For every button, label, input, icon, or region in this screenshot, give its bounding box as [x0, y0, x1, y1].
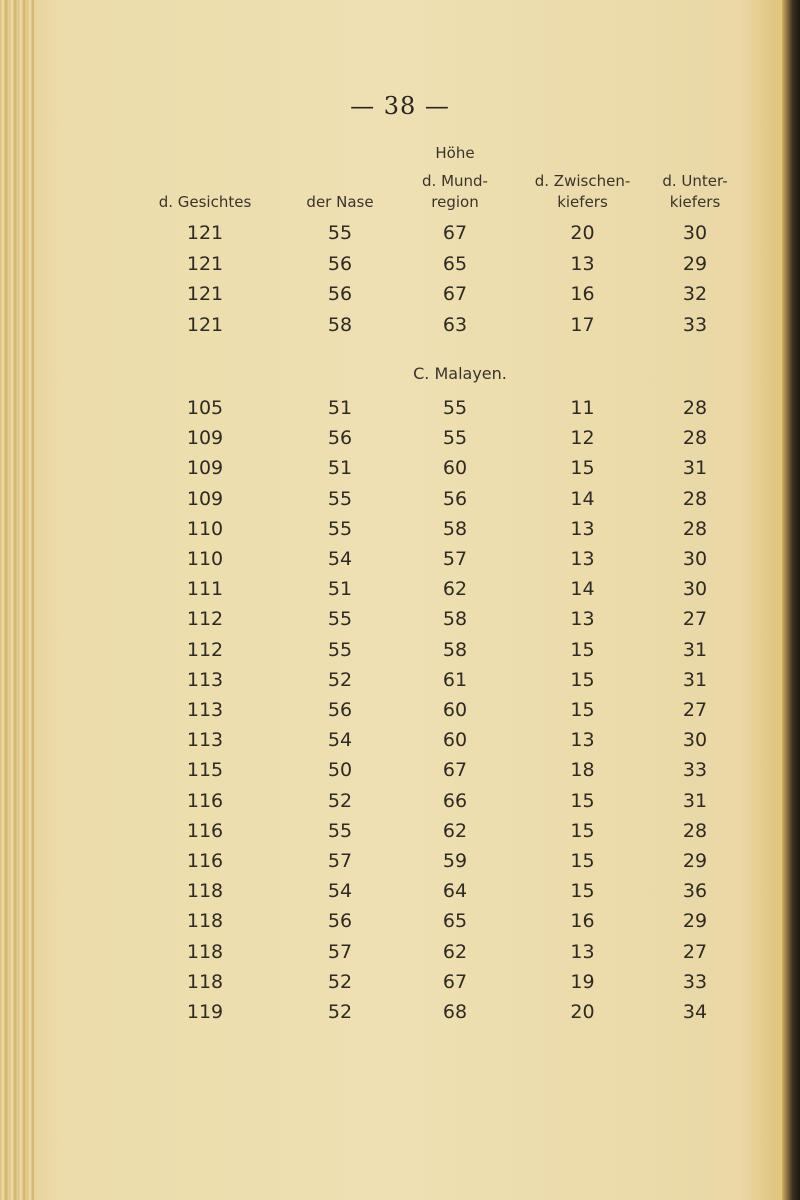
table-row: [0, 694, 800, 726]
table-cell: 28: [682, 397, 708, 419]
table-cell: 15: [570, 457, 595, 480]
table-cell: 63: [442, 313, 468, 336]
table-cell: 57: [442, 548, 468, 570]
table-cell: 34: [682, 1001, 708, 1023]
table-cell: 105: [186, 397, 224, 419]
table-cell: 56: [327, 283, 353, 305]
table-cell: 30: [682, 729, 708, 752]
table-cell: 118: [186, 970, 224, 993]
table-cell: 109: [186, 427, 224, 450]
table-cell: 68: [442, 1001, 468, 1023]
table-cell: 30: [682, 548, 708, 570]
table-cell: 13: [570, 252, 595, 275]
table-row: [0, 905, 800, 937]
table-cell: 121: [186, 283, 224, 305]
table-cell: 55: [327, 638, 353, 661]
table-cell: 28: [682, 819, 708, 842]
table-row: [0, 483, 800, 515]
table-cell: 109: [186, 487, 224, 510]
table-cell: 20: [570, 222, 595, 244]
table-cell: 50: [327, 759, 353, 782]
table-cell: 28: [682, 517, 708, 540]
table-cell: 33: [682, 313, 708, 336]
table-cell: 27: [682, 608, 708, 631]
table-cell: 55: [327, 819, 353, 842]
table-cell: 55: [442, 397, 468, 419]
table-cell: 15: [570, 850, 595, 872]
table-cell: 15: [570, 789, 595, 812]
table-cell: 52: [327, 1001, 353, 1023]
table-cell: 65: [442, 252, 468, 275]
table-cell: 16: [570, 910, 595, 933]
table-cell: 14: [570, 487, 595, 510]
table-cell: 30: [682, 222, 708, 244]
table-row: [0, 543, 800, 575]
table-cell: 31: [682, 638, 708, 661]
table-cell: 116: [186, 819, 224, 842]
table-cell: 52: [327, 789, 353, 812]
table-cell: 27: [682, 699, 708, 721]
table-cell: 29: [682, 850, 708, 872]
table-row: [0, 513, 800, 545]
table-cell: 51: [327, 457, 353, 480]
table-cell: 54: [327, 880, 353, 903]
table-row: [0, 634, 800, 666]
table-row: [0, 217, 800, 249]
table-cell: 113: [186, 729, 224, 752]
table-cell: 13: [570, 608, 595, 631]
table-cell: 67: [442, 759, 468, 782]
table-cell: 13: [570, 548, 595, 570]
table-cell: 15: [570, 668, 595, 691]
table-cell: 62: [442, 819, 468, 842]
table-cell: 20: [570, 1001, 595, 1023]
table-cell: 17: [570, 313, 595, 336]
table-cell: 56: [327, 252, 353, 275]
table-cell: 118: [186, 880, 224, 903]
table-cell: 112: [186, 638, 224, 661]
table-cell: 31: [682, 789, 708, 812]
table-cell: 67: [442, 283, 468, 305]
table-cell: 52: [327, 970, 353, 993]
table-row: [0, 724, 800, 756]
table-cell: 33: [682, 759, 708, 782]
table-cell: 13: [570, 517, 595, 540]
table-cell: 113: [186, 699, 224, 721]
table-cell: 65: [442, 910, 468, 933]
table-cell: 15: [570, 699, 595, 721]
table-row: [0, 845, 800, 877]
section-title: C. Malayen.: [413, 364, 507, 383]
table-cell: 110: [186, 517, 224, 540]
table-cell: 15: [570, 819, 595, 842]
table-cell: 118: [186, 910, 224, 933]
table-cell: 58: [442, 608, 468, 631]
table-cell: 28: [682, 427, 708, 450]
table-cell: 57: [327, 850, 353, 872]
table-cell: 33: [682, 970, 708, 993]
table-row: [0, 278, 800, 310]
table-cell: 111: [186, 578, 224, 601]
table-cell: 15: [570, 638, 595, 661]
header-group-title: Höhe: [435, 144, 475, 162]
table-row: [0, 875, 800, 907]
table-row: [0, 785, 800, 817]
table-row: [0, 815, 800, 847]
table-row: [0, 603, 800, 635]
table-cell: 119: [186, 1001, 224, 1023]
table-cell: 15: [570, 880, 595, 903]
table-cell: 58: [442, 638, 468, 661]
table-cell: 56: [442, 487, 468, 510]
table-cell: 60: [442, 699, 468, 721]
table-cell: 121: [186, 252, 224, 275]
table-cell: 62: [442, 940, 468, 963]
table-cell: 55: [327, 608, 353, 631]
table-cell: 55: [442, 427, 468, 450]
table-row: [0, 996, 800, 1028]
table-cell: 54: [327, 548, 353, 570]
table-cell: 13: [570, 729, 595, 752]
table-cell: 31: [682, 457, 708, 480]
table-cell: 11: [570, 397, 595, 419]
table-cell: 56: [327, 699, 353, 721]
table-cell: 60: [442, 457, 468, 480]
table-cell: 58: [327, 313, 353, 336]
table-cell: 55: [327, 222, 353, 244]
table-row: [0, 248, 800, 280]
table-cell: 36: [682, 880, 708, 903]
table-cell: 57: [327, 940, 353, 963]
table-cell: 67: [442, 222, 468, 244]
table-cell: 16: [570, 283, 595, 305]
table-row: [0, 936, 800, 968]
table-cell: 19: [570, 970, 595, 993]
table-cell: 14: [570, 578, 595, 601]
table-cell: 28: [682, 487, 708, 510]
table-cell: 56: [327, 910, 353, 933]
table-cell: 31: [682, 668, 708, 691]
table-cell: 12: [570, 427, 595, 450]
table-row: [0, 452, 800, 484]
table-row: [0, 309, 800, 341]
table-cell: 56: [327, 427, 353, 450]
table-cell: 55: [327, 487, 353, 510]
table-cell: 59: [442, 850, 468, 872]
table-cell: 61: [442, 668, 468, 691]
table-cell: 51: [327, 397, 353, 419]
table-row: [0, 392, 800, 424]
table-cell: 32: [682, 283, 708, 305]
table-cell: 113: [186, 668, 224, 691]
table-cell: 121: [186, 222, 224, 244]
table-row: [0, 664, 800, 696]
table-cell: 121: [186, 313, 224, 336]
page-number: — 38 —: [350, 92, 450, 120]
table-cell: 109: [186, 457, 224, 480]
table-cell: 30: [682, 578, 708, 601]
table-cell: 54: [327, 729, 353, 752]
table-cell: 60: [442, 729, 468, 752]
table-cell: 27: [682, 940, 708, 963]
table-cell: 115: [186, 759, 224, 782]
table-row: [0, 754, 800, 786]
table-header: d. Gesichtes der Nase d. Mund- region d. Zwischen- kiefers d. Unter- kiefers: [158, 172, 728, 211]
table-cell: 64: [442, 880, 468, 903]
table-row: [0, 422, 800, 454]
table-cell: 29: [682, 910, 708, 933]
table-cell: 118: [186, 940, 224, 963]
table-cell: 51: [327, 578, 353, 601]
table-cell: 29: [682, 252, 708, 275]
table-cell: 62: [442, 578, 468, 601]
table-cell: 18: [570, 759, 595, 782]
table-row: [0, 573, 800, 605]
table-row: [0, 966, 800, 998]
table-cell: 116: [186, 789, 224, 812]
table-cell: 110: [186, 548, 224, 570]
table-cell: 116: [186, 850, 224, 872]
table-cell: 13: [570, 940, 595, 963]
table-cell: 55: [327, 517, 353, 540]
table-cell: 58: [442, 517, 468, 540]
table-cell: 52: [327, 668, 353, 691]
table-cell: 112: [186, 608, 224, 631]
table-cell: 67: [442, 970, 468, 993]
table-cell: 66: [442, 789, 468, 812]
